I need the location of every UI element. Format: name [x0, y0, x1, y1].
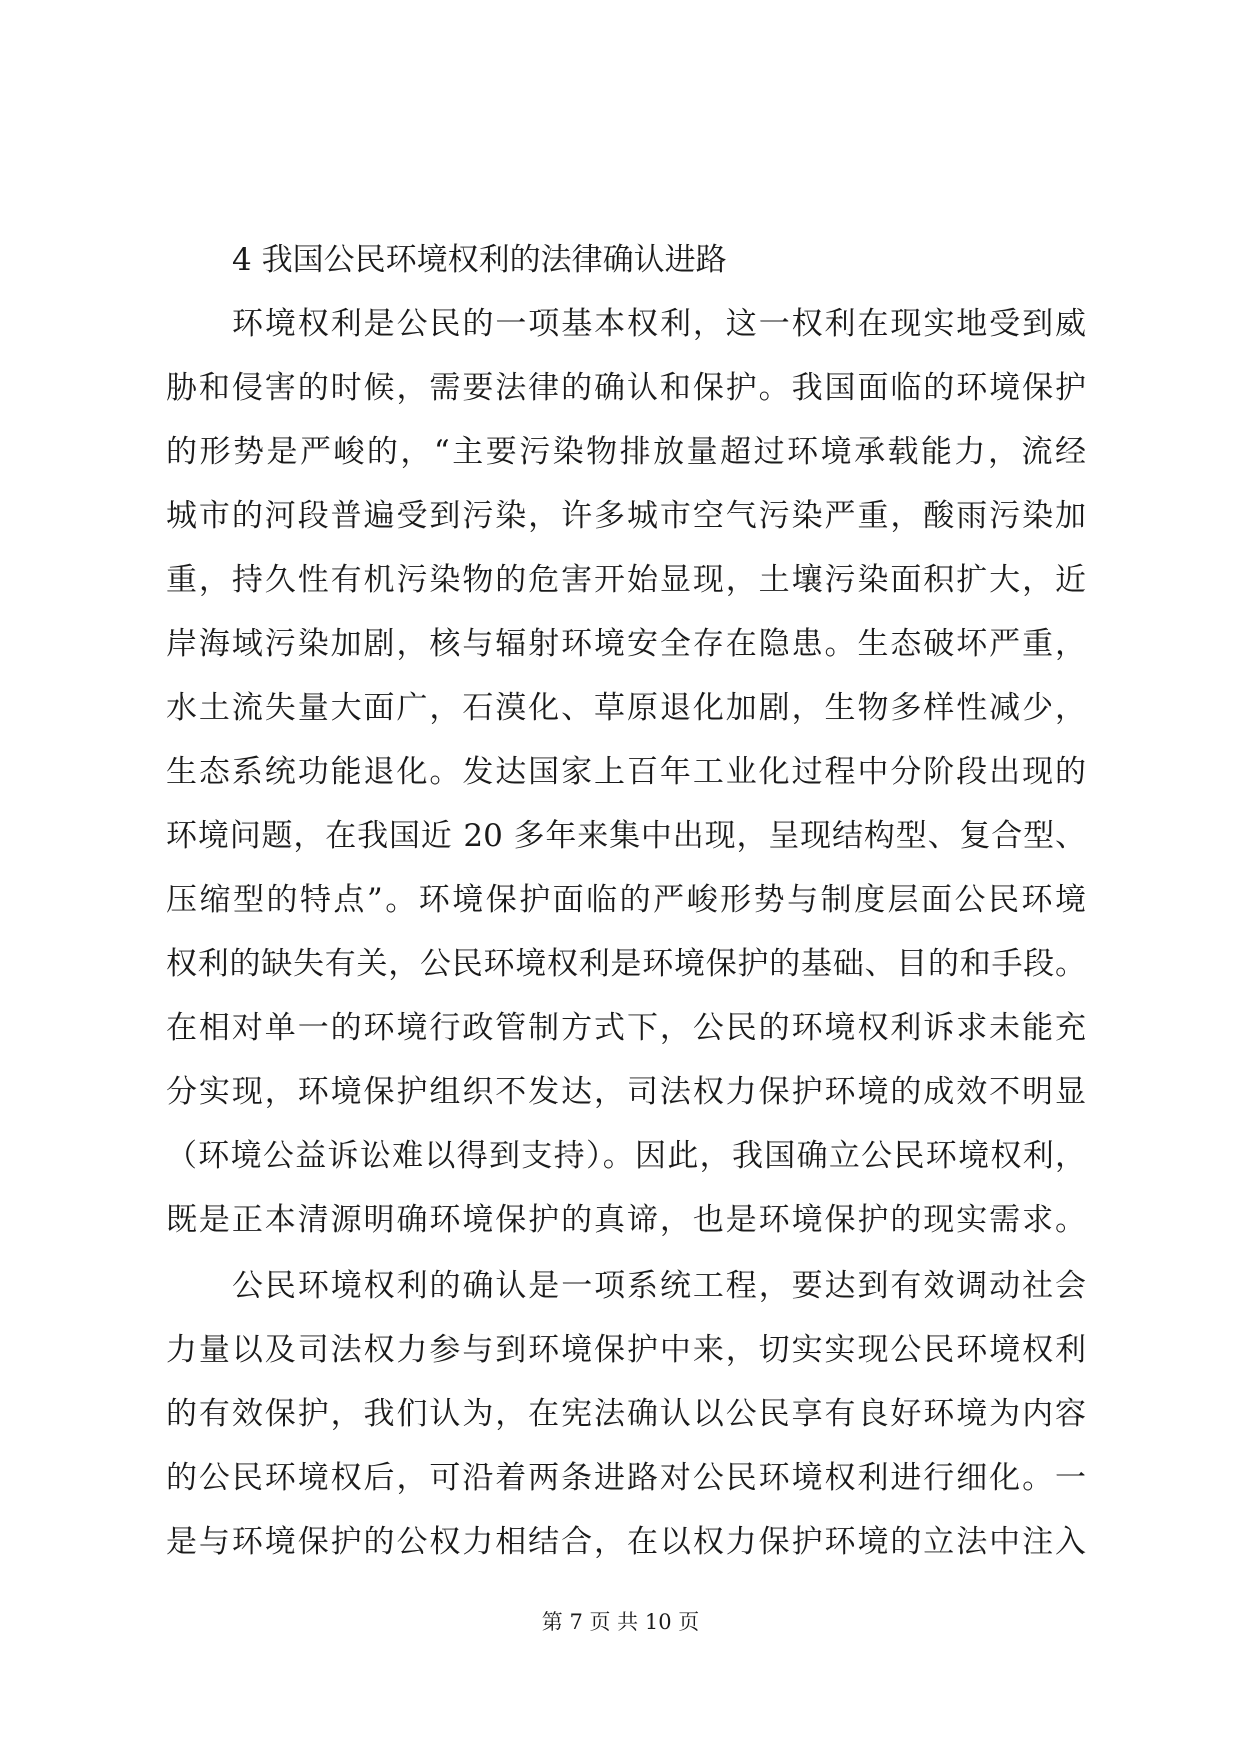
paragraph-1-line-15: 既是正本清源明确环境保护的真谛，也是环境保护的现实需求。 [166, 1202, 1086, 1238]
paragraph-1-line-10: 压缩型的特点”。环境保护面临的严峻形势与制度层面公民环境 [166, 882, 1086, 918]
paragraph-1-line-1: 环境权利是公民的一项基本权利，这一权利在现实地受到威 [232, 306, 1086, 342]
paragraph-2-line-5: 是与环境保护的公权力相结合，在以权力保护环境的立法中注入 [166, 1524, 1086, 1560]
paragraph-1-line-13: 分实现，环境保护组织不发达，司法权力保护环境的成效不明显 [166, 1074, 1086, 1110]
paragraph-1-line-11: 权利的缺失有关，公民环境权利是环境保护的基础、目的和手段。 [166, 946, 1086, 982]
paragraph-1-line-2: 胁和侵害的时候，需要法律的确认和保护。我国面临的环境保护 [166, 370, 1086, 406]
paragraph-1-line-3: 的形势是严峻的，“主要污染物排放量超过环境承载能力，流经 [166, 434, 1086, 470]
paragraph-2-line-1: 公民环境权利的确认是一项系统工程，要达到有效调动社会 [232, 1268, 1086, 1304]
paragraph-1-line-7: 水土流失量大面广，石漠化、草原退化加剧，生物多样性减少， [166, 690, 1086, 726]
paragraph-2-line-3: 的有效保护，我们认为，在宪法确认以公民享有良好环境为内容 [166, 1396, 1086, 1432]
paragraph-1-line-8: 生态系统功能退化。发达国家上百年工业化过程中分阶段出现的 [166, 754, 1086, 790]
paragraph-1-line-6: 岸海域污染加剧，核与辐射环境安全存在隐患。生态破坏严重， [166, 626, 1086, 662]
page-footer: 第 7 页 共 10 页 [541, 1610, 700, 1634]
paragraph-1-line-12: 在相对单一的环境行政管制方式下，公民的环境权利诉求未能充 [166, 1010, 1086, 1046]
paragraph-1-line-14: （环境公益诉讼难以得到支持）。因此，我国确立公民环境权利， [166, 1138, 1086, 1174]
paragraph-1-line-5: 重，持久性有机污染物的危害开始显现，土壤污染面积扩大，近 [166, 562, 1086, 598]
section-heading: 4 我国公民环境权利的法律确认进路 [232, 242, 727, 278]
paragraph-1-line-9: 环境问题，在我国近 20 多年来集中出现，呈现结构型、复合型、 [166, 818, 1086, 854]
paragraph-2-line-2: 力量以及司法权力参与到环境保护中来，切实实现公民环境权利 [166, 1332, 1086, 1368]
paragraph-1-line-4: 城市的河段普遍受到污染，许多城市空气污染严重，酸雨污染加 [166, 498, 1086, 534]
paragraph-2-line-4: 的公民环境权后，可沿着两条进路对公民环境权利进行细化。一 [166, 1460, 1086, 1496]
